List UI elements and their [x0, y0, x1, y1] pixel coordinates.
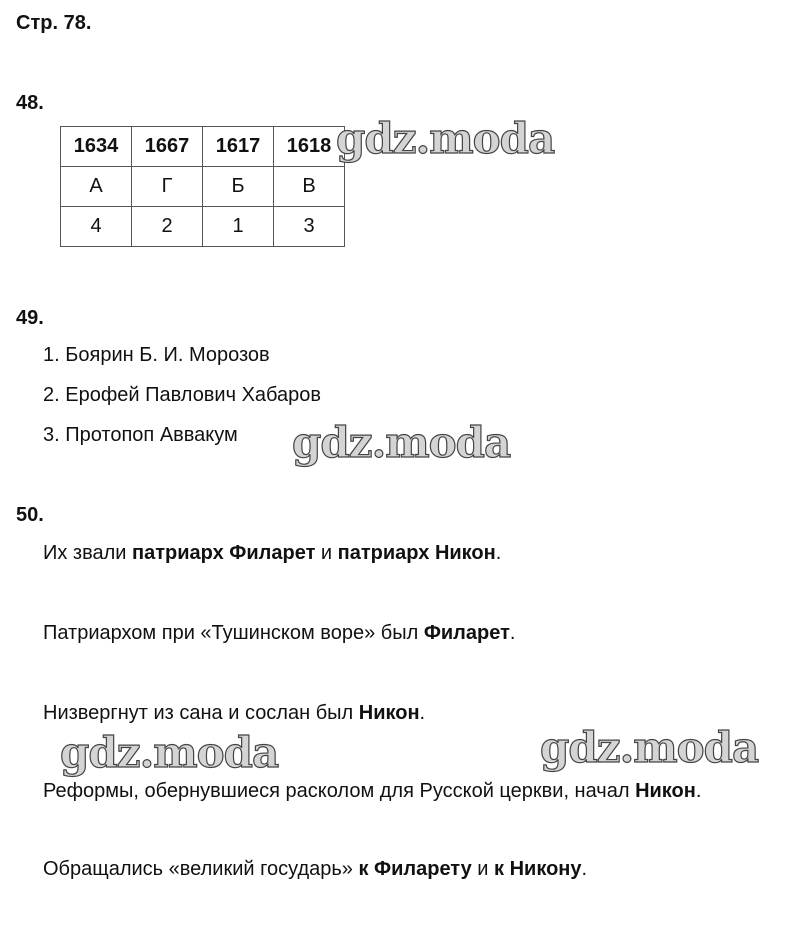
bold-text: к Никону	[494, 858, 582, 880]
table-cell: В	[274, 167, 345, 207]
table-cell: 3	[274, 207, 345, 247]
text: и	[471, 858, 495, 880]
answer-table	[60, 126, 345, 247]
list-item: 1. Боярин Б. И. Морозов	[43, 344, 270, 366]
text: Низвергнут из сана и сослан был	[43, 702, 359, 724]
watermark: gdz.moda	[540, 723, 759, 772]
table-cell: Б	[203, 167, 274, 207]
bold-text: Никон	[358, 702, 420, 724]
table-cell: 4	[61, 207, 132, 247]
answer-paragraph-1	[43, 542, 501, 565]
watermark: gdz.moda	[336, 114, 555, 163]
table-row-numbers	[61, 207, 345, 247]
table-cell: 2	[132, 207, 203, 247]
table-cell: Г	[132, 167, 203, 207]
task-50-number: 50.	[16, 504, 44, 526]
text: Реформы, обернувшиеся расколом для Русской церкви, начал	[43, 780, 636, 802]
table-cell: 1617	[203, 127, 274, 167]
text: и	[315, 542, 338, 564]
bold-text: к Филарету	[358, 858, 472, 880]
text: .	[581, 858, 588, 880]
table-cell: 1618	[274, 127, 345, 167]
text: Их звали	[43, 542, 133, 564]
text: .	[695, 780, 702, 802]
watermark: gdz.moda	[292, 418, 511, 467]
table-cell: 1667	[132, 127, 203, 167]
page-title: Стр. 78.	[16, 12, 92, 34]
list-item: 3. Протопоп Аввакум	[43, 424, 238, 446]
watermark: gdz.moda	[60, 728, 279, 777]
text: Патриархом при «Тушинском воре» был	[43, 622, 424, 644]
text: .	[495, 542, 502, 564]
answer-paragraph-4	[43, 780, 701, 803]
task-49-number: 49.	[16, 307, 44, 329]
bold-text: патриарх Филарет	[132, 542, 316, 564]
table-cell: 1	[203, 207, 274, 247]
list-item: 2. Ерофей Павлович Хабаров	[43, 384, 322, 406]
table-cell: А	[61, 167, 132, 207]
bold-text: Никон	[635, 780, 696, 802]
answer-paragraph-3	[43, 702, 425, 725]
table-row-years	[61, 127, 345, 167]
table-cell: 1634	[61, 127, 132, 167]
answer-paragraph-2	[43, 622, 515, 645]
task-48-number: 48.	[16, 92, 44, 114]
text: .	[419, 702, 426, 724]
bold-text: патриарх Никон	[337, 542, 496, 564]
bold-text: Филарет	[423, 622, 510, 644]
table-row-letters	[61, 167, 345, 207]
answer-paragraph-5	[43, 858, 587, 881]
text: Обращались «великий государь»	[43, 858, 359, 880]
text: .	[509, 622, 516, 644]
